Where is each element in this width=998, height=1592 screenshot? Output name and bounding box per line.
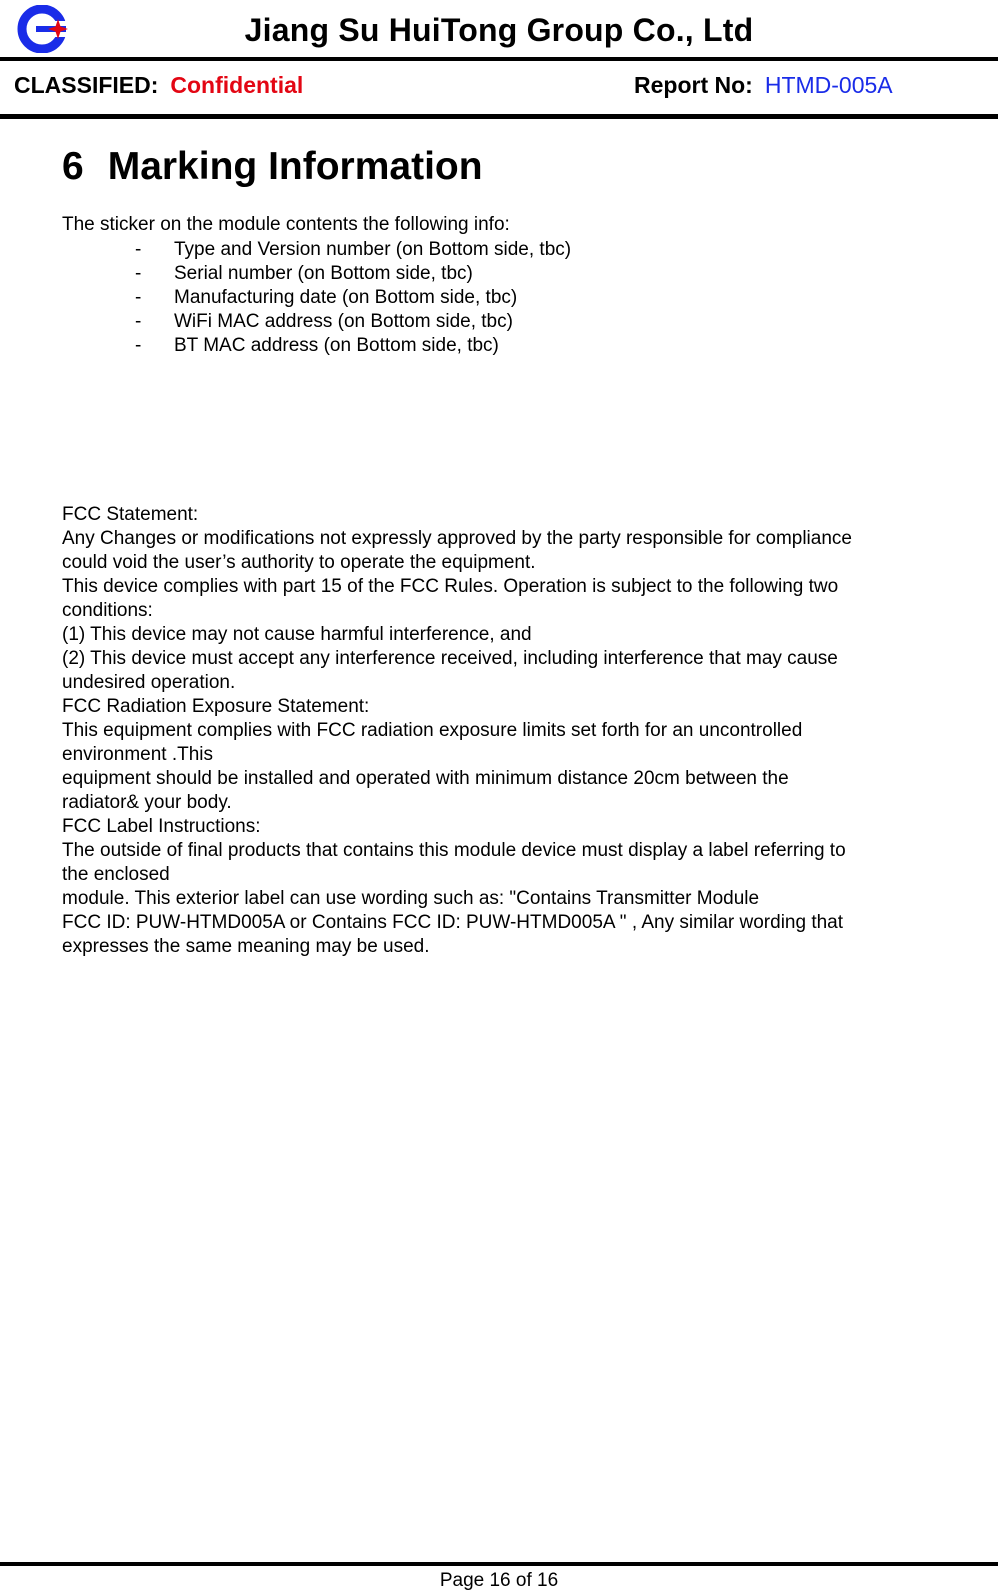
section-heading: Marking Information (107, 145, 483, 188)
bullet-dash: - (135, 239, 142, 260)
list-item (135, 262, 571, 286)
fcc-line: FCC Radiation Exposure Statement: (62, 696, 370, 717)
company-name: Jiang Su HuiTong Group Co., Ltd (244, 12, 754, 48)
list-item (135, 286, 571, 310)
list-item-text: Type and Version number (on Bottom side, tbc) (174, 239, 572, 260)
section-title (62, 145, 483, 189)
list-item-text: Manufacturing date (on Bottom side, tbc) (174, 287, 518, 308)
bullet-dash: - (135, 311, 142, 332)
fcc-line: This equipment complies with FCC radiation exposure limits set forth for an uncontrolled (62, 720, 803, 741)
fcc-line: FCC Label Instructions: (62, 816, 261, 837)
classified-label: CLASSIFIED: (14, 72, 159, 98)
fcc-line: FCC ID: PUW-HTMD005A or Contains FCC ID: PUW-HTMD005A " , Any similar wording that (62, 912, 844, 933)
fcc-line: expresses the same meaning may be used. (62, 936, 430, 957)
fcc-line: undesired operation. (62, 672, 236, 693)
fcc-line: module. This exterior label can use wording such as: "Contains Transmitter Module (62, 888, 760, 909)
report-number (634, 72, 893, 99)
report-label: Report No: (634, 72, 753, 98)
fcc-line: conditions: (62, 600, 153, 621)
footer-rule (0, 1562, 998, 1566)
report-value: HTMD-005A (764, 72, 893, 98)
bullet-dash: - (135, 335, 142, 356)
fcc-line: could void the user’s authority to operate the equipment. (62, 552, 536, 573)
fcc-statement (62, 503, 962, 959)
fcc-line: The outside of final products that contains this module device must display a label referring to (62, 840, 846, 861)
section-number: 6 (62, 145, 84, 188)
fcc-line: equipment should be installed and operated with minimum distance 20cm between the (62, 768, 789, 789)
classified-value: Confidential (170, 72, 304, 98)
fcc-line: FCC Statement: (62, 504, 199, 525)
bullet-dash: - (135, 263, 142, 284)
list-item (135, 310, 571, 334)
fcc-line: environment .This (62, 744, 214, 765)
list-item (135, 238, 571, 262)
list-item-text: WiFi MAC address (on Bottom side, tbc) (174, 311, 513, 332)
classification (14, 72, 303, 99)
fcc-line: (1) This device may not cause harmful interference, and (62, 624, 532, 645)
fcc-line: This device complies with part 15 of the FCC Rules. Operation is subject to the following two (62, 576, 839, 597)
sticker-info-list (135, 238, 571, 358)
list-item-text: BT MAC address (on Bottom side, tbc) (174, 335, 499, 356)
list-item-text: Serial number (on Bottom side, tbc) (174, 263, 473, 284)
sticker-intro: The sticker on the module contents the following info: (62, 214, 510, 235)
page-number: Page 16 of 16 (439, 1570, 559, 1591)
header-rule-bottom (0, 114, 998, 119)
fcc-line: (2) This device must accept any interference received, including interference that may cause (62, 648, 838, 669)
fcc-line: Any Changes or modifications not expressly approved by the party responsible for compliance (62, 528, 852, 549)
bullet-dash: - (135, 287, 142, 308)
header-rule-top (0, 57, 998, 61)
fcc-line: the enclosed (62, 864, 170, 885)
fcc-line: radiator& your body. (62, 792, 232, 813)
list-item (135, 334, 571, 358)
